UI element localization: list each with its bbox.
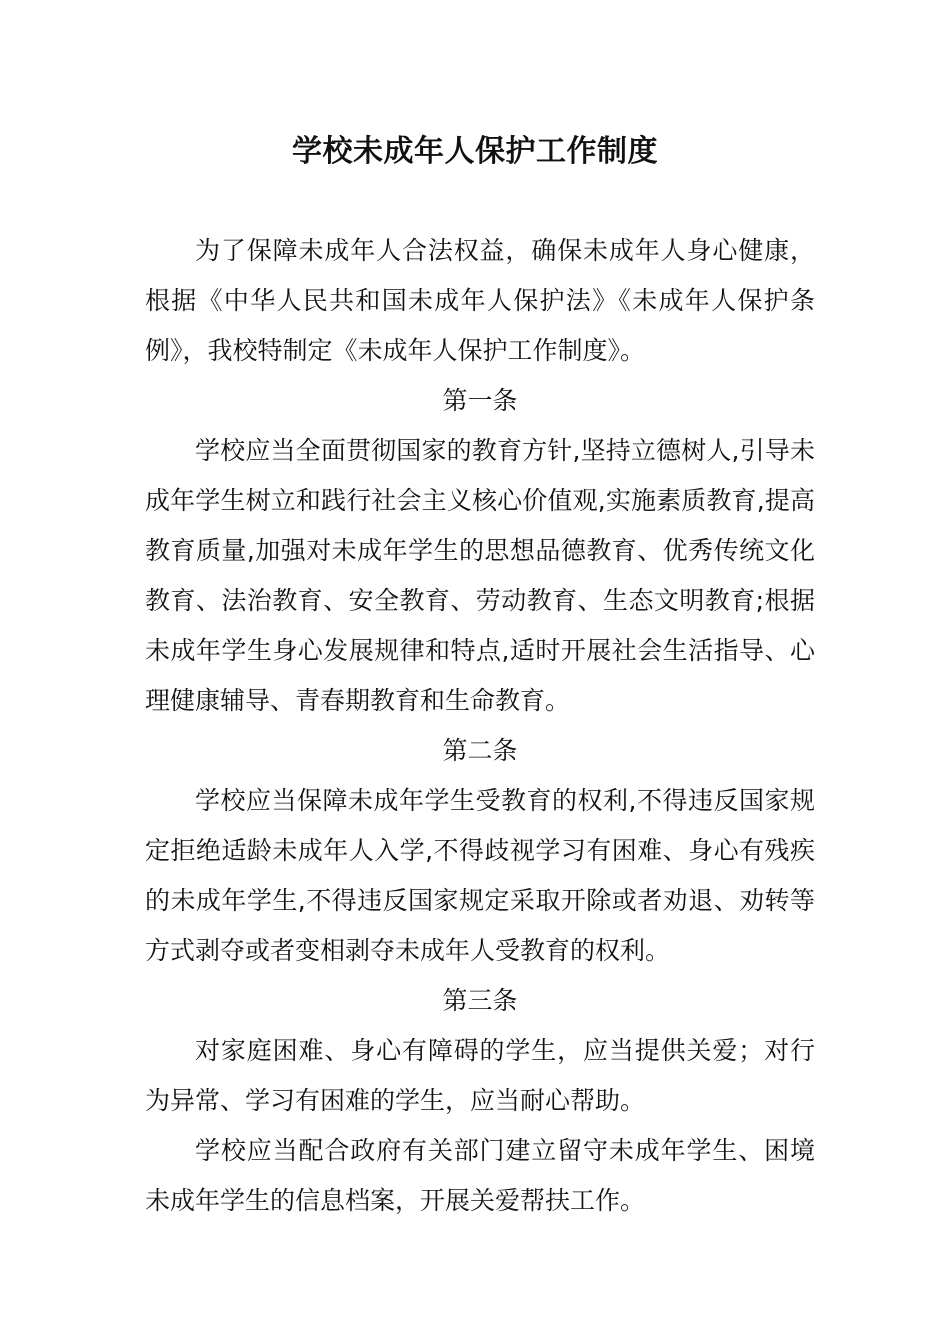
article-2-heading: 第二条	[442, 736, 518, 765]
article-3-paragraph-1: 对家庭困难、身心有障碍的学生，应当提供关爱；对行为异常、学习有困难的学生，应当耐心帮助。	[145, 1036, 815, 1115]
intro-paragraph: 为了保障未成年人合法权益，确保未成年人身心健康，根据《中华人民共和国未成年人保护法》《未成年人保护条例》，我校特制定《未成年人保护工作制度》。	[145, 236, 815, 365]
document-body	[145, 226, 815, 1226]
document-title: 学校未成年人保护工作制度	[292, 134, 658, 169]
article-1-paragraph: 学校应当全面贯彻国家的教育方针,坚持立德树人,引导未成年学生树立和践行社会主义核心价值观,实施素质教育,提高教育质量,加强对未成年学生的思想品德教育、优秀传统文化教育、法治教育、安全教育、劳动教育、生态文明教育;根据未成年学生身心发展规律和特点,适时开展社会生活指导、心理健康辅导、青春期教育和生命教育。	[145, 436, 815, 715]
article-2-paragraph: 学校应当保障未成年学生受教育的权利,不得违反国家规定拒绝适龄未成年人入学,不得歧视学习有困难、身心有残疾的未成年学生,不得违反国家规定采取开除或者劝退、劝转等方式剥夺或者变相剥夺未成年人受教育的权利。	[145, 786, 815, 965]
article-3-heading: 第三条	[442, 986, 518, 1015]
article-3-paragraph-2: 学校应当配合政府有关部门建立留守未成年学生、困境未成年学生的信息档案，开展关爱帮扶工作。	[145, 1136, 815, 1215]
article-1-heading: 第一条	[442, 386, 518, 415]
